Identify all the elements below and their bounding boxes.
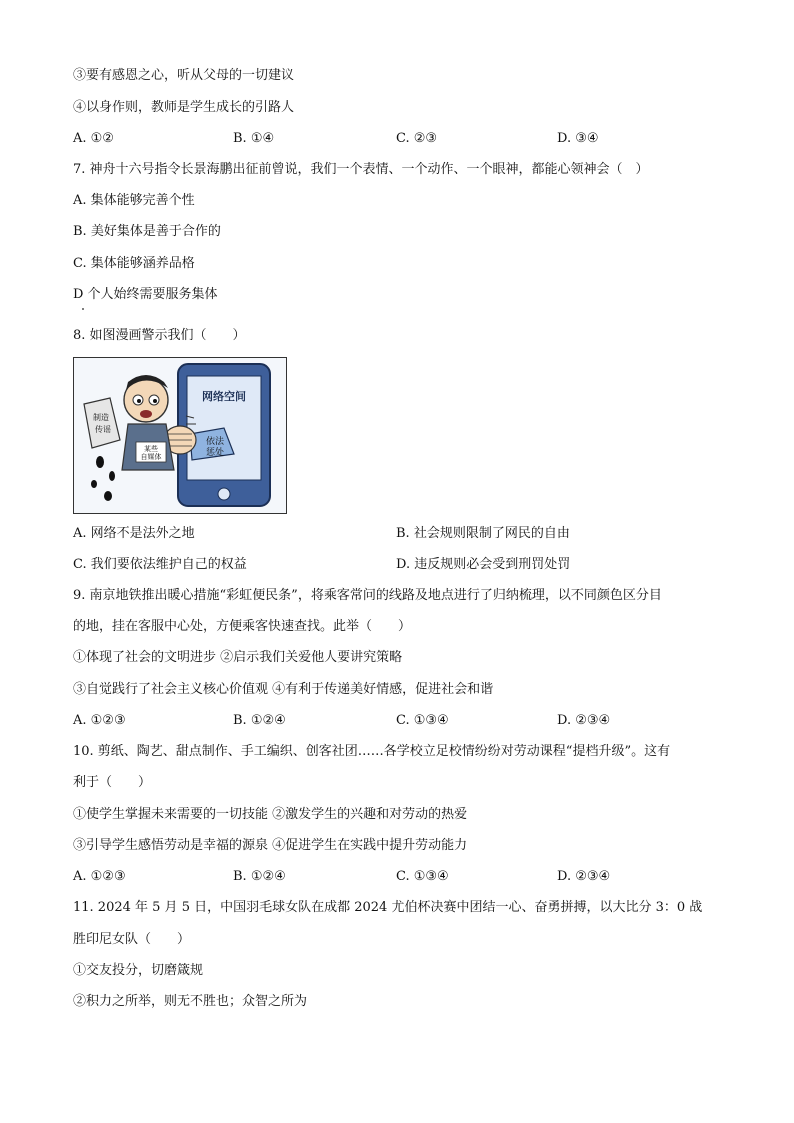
q9-option-a: A. ①②③ <box>73 713 126 728</box>
q9-items-line-2: ③自觉践行了社会主义核心价值观 ④有利于传递美好情感，促进社会和谐 <box>73 682 494 697</box>
q10-items-line-2: ③引导学生感悟劳动是幸福的源泉 ④促进学生在实践中提升劳动能力 <box>73 838 468 853</box>
q10-items-line-1: ①使学生掌握未来需要的一切技能 ②激发学生的兴趣和对劳动的热爱 <box>73 807 468 822</box>
q8-option-d: D. 违反规则必会受到刑罚处罚 <box>396 557 571 572</box>
q7-option-d: D 个人始终需要服务集体 <box>73 287 218 302</box>
q8-cartoon <box>73 357 287 514</box>
q9-option-b: B. ①②④ <box>233 713 286 728</box>
q8-stem: 8. 如图漫画警示我们（ ） <box>73 328 246 343</box>
q10-option-a: A. ①②③ <box>73 869 126 884</box>
q10-option-c: C. ①③④ <box>396 869 449 884</box>
q9-option-c: C. ①③④ <box>396 713 449 728</box>
q11-item-2: ②积力之所举，则无不胜也；众智之所为 <box>73 994 308 1009</box>
cartoon-bag-label-1: 制造 <box>93 413 109 422</box>
q6-option-a: A. ①② <box>73 131 114 146</box>
cartoon-bag-label-2: 传谣 <box>95 425 111 434</box>
cartoon-tag-label-1: 某些 <box>144 445 158 453</box>
q7-stem: 7. 神舟十六号指令长景海鹏出征前曾说，我们一个表情、一个动作、一个眼神，都能心领神会（ ） <box>73 162 649 177</box>
q7-option-a: A. 集体能够完善个性 <box>73 193 195 208</box>
q10-stem-line-2: 利于（ ） <box>73 775 152 790</box>
cartoon-fist-label-1: 依法 <box>205 437 225 447</box>
q10-stem-line-1: 10. 剪纸、陶艺、甜点制作、手工编织、创客社团……各学校立足校情纷纷对劳动课程“提档升级”。这有 <box>73 744 671 759</box>
q8-option-a: A. 网络不是法外之地 <box>73 526 195 541</box>
stray-dot <box>82 308 84 310</box>
q7-option-b: B. 美好集体是善于合作的 <box>73 224 221 239</box>
cartoon-fist-label-2: 惩处 <box>205 448 225 458</box>
q6-option-c: C. ②③ <box>396 131 438 146</box>
q9-items-line-1: ①体现了社会的文明进步 ②启示我们关爱他人要讲究策略 <box>73 650 403 665</box>
q6-item-3: ③要有感恩之心，听从父母的一切建议 <box>73 68 295 83</box>
q8-option-c: C. 我们要依法维护自己的权益 <box>73 557 247 572</box>
cartoon-screen-title: 网络空间 <box>202 390 246 403</box>
q9-stem-line-1: 9. 南京地铁推出暖心措施“彩虹便民条”，将乘客常问的线路及地点进行了归纳梳理，以不同颜色区分目 <box>73 588 662 603</box>
q10-option-d: D. ②③④ <box>557 869 611 884</box>
q11-stem-line-2: 胜印尼女队（ ） <box>73 932 191 947</box>
q9-option-d: D. ②③④ <box>557 713 611 728</box>
q11-item-1: ①交友投分，切磨箴规 <box>73 963 204 978</box>
q7-option-c: C. 集体能够涵养品格 <box>73 256 195 271</box>
q6-item-4: ④以身作则，教师是学生成长的引路人 <box>73 100 295 115</box>
q10-option-b: B. ①②④ <box>233 869 286 884</box>
q6-option-b: B. ①④ <box>233 131 275 146</box>
q6-option-d: D. ③④ <box>557 131 599 146</box>
q8-option-b: B. 社会规则限制了网民的自由 <box>396 526 570 541</box>
q11-stem-line-1: 11. 2024 年 5 月 5 日，中国羽毛球女队在成都 2024 尤伯杯决赛中团结一心、奋勇拼搏，以大比分 3：0 战 <box>73 900 703 915</box>
q9-stem-line-2: 的地，挂在客服中心处，方便乘客快速查找。此举（ ） <box>73 619 412 634</box>
cartoon-tag-label-2: 自媒体 <box>140 453 162 461</box>
